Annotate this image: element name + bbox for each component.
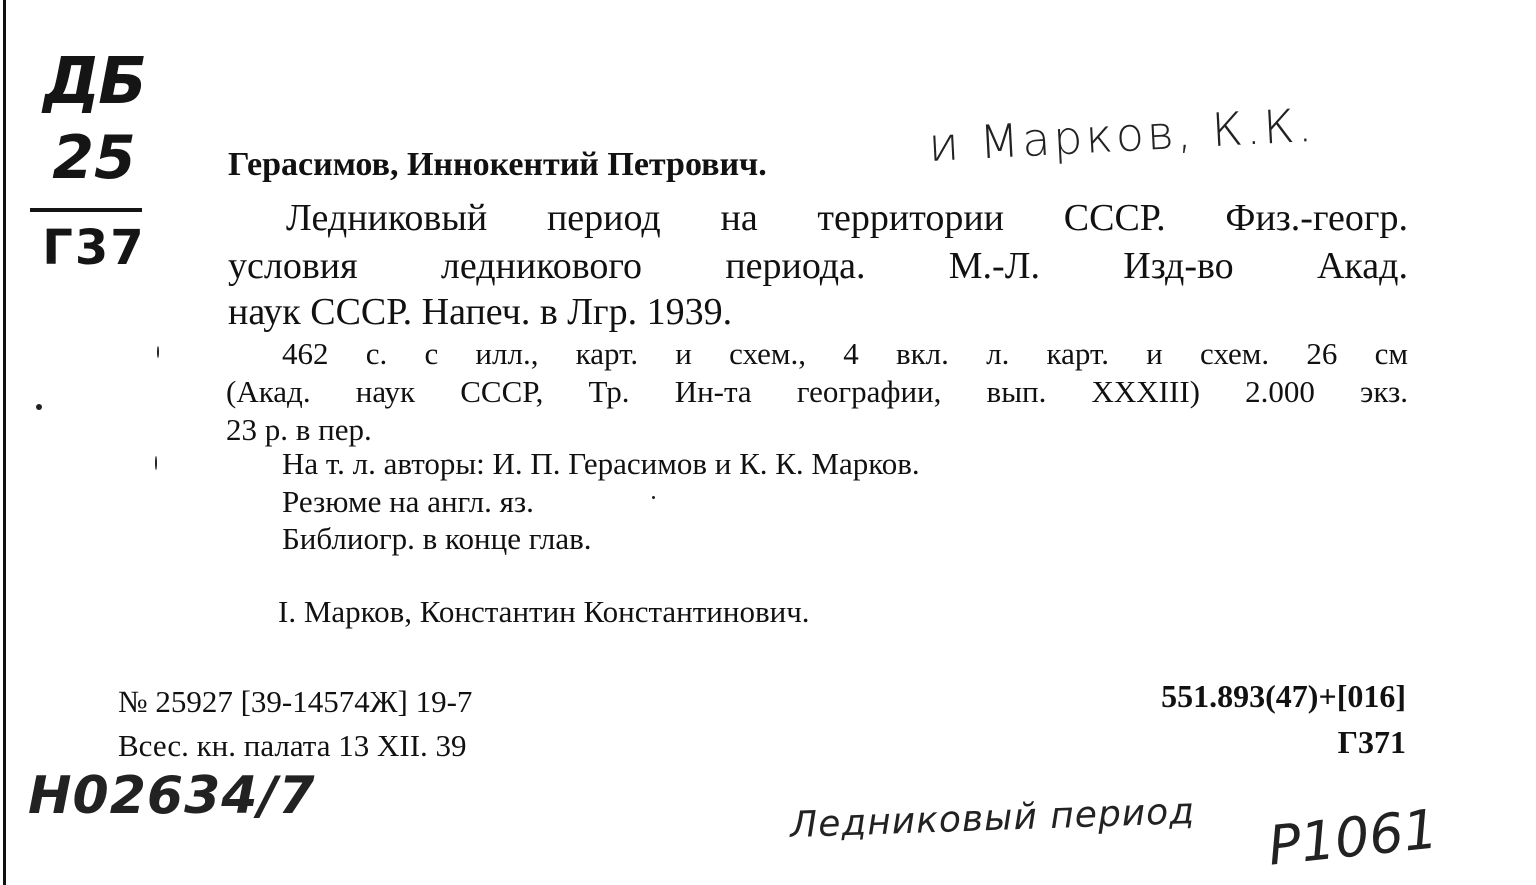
note-line: На т. л. авторы: И. П. Герасимов и К. К. Марков. <box>282 446 920 481</box>
imprint-chamber: Всес. кн. палата 13 XII. 39 <box>118 728 467 763</box>
note-line: Библиогр. в конце глав. <box>282 521 592 556</box>
title-line: наук СССР. Напеч. в Лгр. 1939. <box>228 291 733 333</box>
author-heading: Герасимов, Иннокентий Петрович. <box>228 146 767 183</box>
title-line: Ледниковый период на территории СССР. Физ.-геогр. <box>286 197 1408 239</box>
description-line: 23 р. в пер. <box>226 412 372 447</box>
note-line: Резюме на англ. яз. <box>282 484 534 519</box>
card-left-edge <box>3 0 6 885</box>
handwritten-inventory-number: Н02634/7 <box>28 766 316 826</box>
imprint-number: № 25927 [39-14574Ж] 19-7 <box>118 684 473 719</box>
ink-speck <box>157 346 159 358</box>
shelf-mark-line1: ДБ <box>43 45 145 119</box>
description-line: 462 с. с илл., карт. и схем., 4 вкл. л. карт. и схем. 26 см <box>282 336 1408 371</box>
shelf-mark-line2: 25 <box>52 123 136 193</box>
udc-classification: 551.893(47)+[016] <box>1161 678 1406 714</box>
ink-speck <box>652 496 655 499</box>
ink-speck <box>155 456 157 470</box>
ink-speck <box>36 404 42 410</box>
shelf-mark-rule <box>30 208 142 212</box>
handwritten-short-title: Ледниковый период <box>789 790 1196 847</box>
shelf-mark-line3: Г37 <box>42 220 146 276</box>
added-entry: I. Марков, Константин Константинович. <box>278 594 810 629</box>
description-line: (Акад. наук СССР, Тр. Ин-та географии, вып. XXXIII) 2.000 экз. <box>226 374 1408 409</box>
handwritten-coauthor: и Марков, К.К. <box>927 97 1317 172</box>
classification-code: Г371 <box>1337 724 1406 760</box>
title-line: условия ледникового периода. М.-Л. Изд-во Акад. <box>228 245 1408 287</box>
handwritten-code: Р1061 <box>1265 797 1441 878</box>
